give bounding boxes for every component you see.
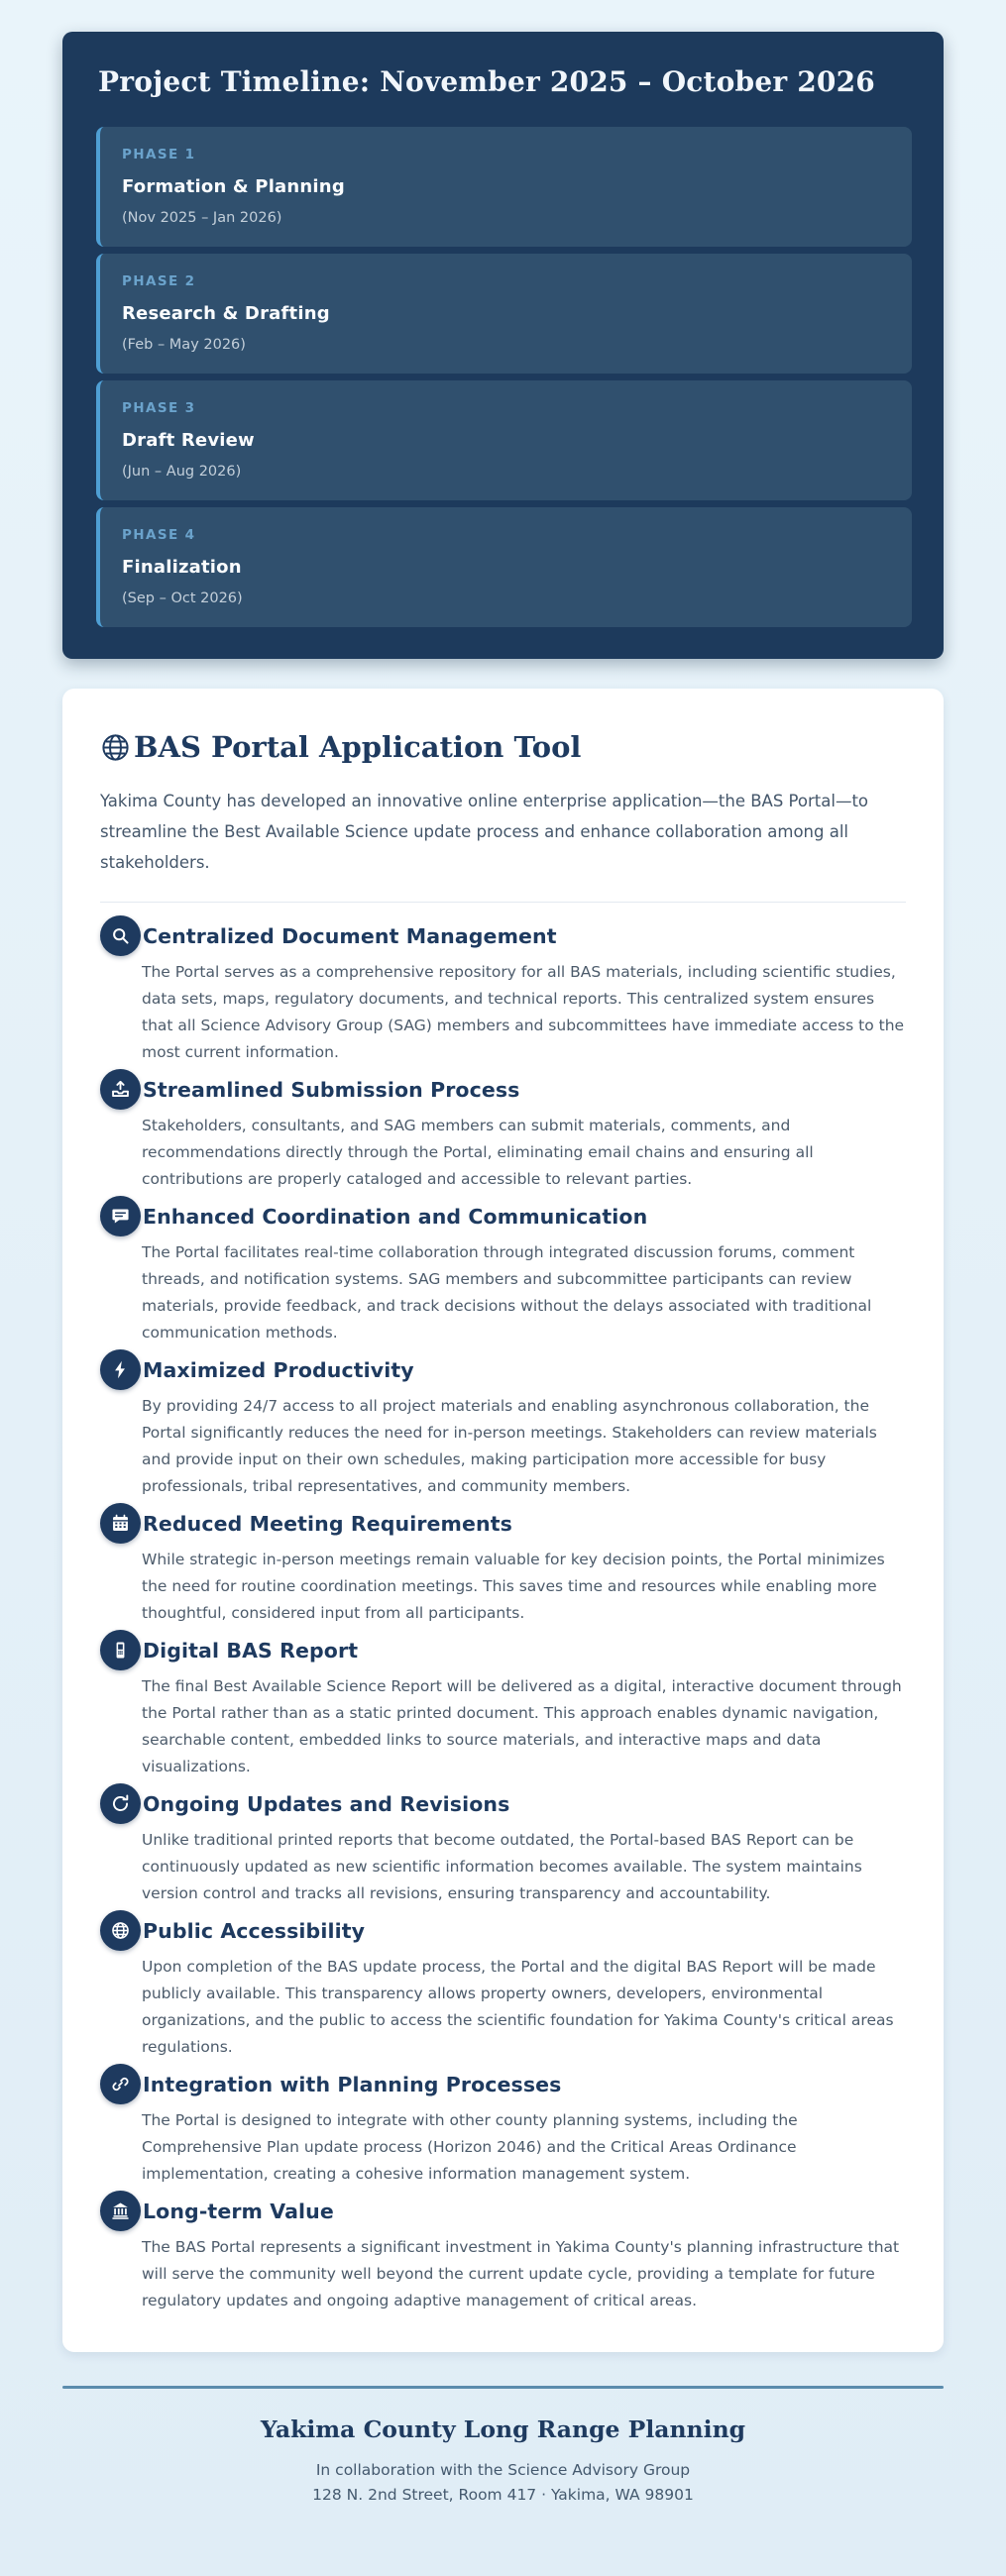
timeline-title: Project Timeline: November 2025 – October 2026: [98, 65, 875, 98]
section-reduced-meeting-requirements: [100, 1503, 906, 1627]
section-head: [100, 1349, 906, 1390]
phase-name: Formation & Planning: [122, 176, 345, 197]
section-head: [100, 1503, 906, 1544]
phase-card-2: [96, 254, 912, 374]
section-title: Centralized Document Management: [143, 923, 557, 948]
section-head: [100, 1196, 906, 1236]
section-body: The Portal serves as a comprehensive repository for all BAS materials, including scientific studies, data sets, maps, regulatory documents, and technical reports. This centralized system ensures that all Science Advisory Group (SAG) members and subcommittees have immediate access to the most current information.: [142, 963, 905, 1061]
section-title: Public Accessibility: [143, 1918, 366, 1943]
section-title: Digital BAS Report: [143, 1638, 359, 1663]
timeline-card: [62, 32, 944, 659]
section-title: Ongoing Updates and Revisions: [143, 1791, 510, 1816]
section-head: [100, 1630, 906, 1670]
portal-title-row: [100, 728, 906, 766]
phase-label: PHASE 4: [122, 527, 196, 543]
phase-label: PHASE 2: [122, 273, 196, 289]
section-maximized-productivity: [100, 1349, 906, 1500]
section-streamlined-submission-process: [100, 1069, 906, 1193]
footer: [62, 2386, 944, 2508]
footer-divider: [62, 2386, 944, 2389]
phase-name: Research & Drafting: [122, 303, 330, 324]
section-long-term-value: [100, 2191, 906, 2314]
mobile-phone-icon: [100, 1630, 141, 1670]
phase-card-4: [96, 507, 912, 627]
section-digital-bas-report: [100, 1630, 906, 1780]
section-body: While strategic in-person meetings remain valuable for key decision points, the Portal minimizes the need for routine coordination meetings. This saves time and resources while enabling more thoughtful, considered input from all participants.: [142, 1551, 885, 1622]
section-title: Streamlined Submission Process: [143, 1077, 520, 1102]
section-title: Long-term Value: [143, 2199, 334, 2223]
bank-icon: [100, 2191, 141, 2231]
refresh-icon: [100, 1783, 141, 1824]
phase-list: [96, 127, 912, 627]
phase-card-3: [96, 380, 912, 500]
section-integration-planning: [100, 2064, 906, 2188]
section-title: Integration with Planning Processes: [143, 2072, 562, 2096]
speech-bubble-icon: [100, 1196, 141, 1236]
phase-dates: (Sep – Oct 2026): [122, 590, 243, 606]
section-head: [100, 1069, 906, 1110]
section-divider: [100, 902, 906, 903]
section-body: By providing 24/7 access to all project materials and enabling asynchronous collaboration, the Portal significantly reduces the need for in-person meetings. Stakeholders can review materials and provide input on their own schedules, making participation more accessible for busy professionals, tribal representatives, and community members.: [142, 1397, 877, 1495]
upload-tray-icon: [100, 1069, 141, 1110]
section-body: The Portal facilitates real-time collaboration through integrated discussion forums, comment threads, and notification systems. SAG members and subcommittee participants can review materials, provide feedback, and track decisions without the delays associated with traditional communication methods.: [142, 1243, 872, 1342]
globe-icon: [100, 732, 131, 763]
phase-card-1: [96, 127, 912, 247]
section-head: [100, 915, 906, 956]
section-public-accessibility: [100, 1910, 906, 2061]
section-body: The final Best Available Science Report will be delivered as a digital, interactive document through the Portal rather than as a static printed document. This approach enables dynamic navigation, searchable content, embedded links to source materials, and interactive maps and data visualizations.: [142, 1677, 902, 1775]
phase-name: Draft Review: [122, 430, 255, 451]
section-centralized-document-management: [100, 915, 906, 1066]
phase-dates: (Jun – Aug 2026): [122, 464, 242, 480]
section-enhanced-coordination: [100, 1196, 906, 1346]
portal-intro: Yakima County has developed an innovative online enterprise application—the BAS Portal—to streamline the Best Available Science update process and enhance collaboration among all stakeholders.: [100, 792, 869, 872]
calendar-icon: [100, 1503, 141, 1544]
section-head: [100, 2064, 906, 2104]
section-ongoing-updates: [100, 1783, 906, 1907]
section-head: [100, 1910, 906, 1951]
phase-name: Finalization: [122, 557, 242, 578]
phase-label: PHASE 1: [122, 147, 196, 162]
phase-label: PHASE 3: [122, 400, 196, 416]
section-body: The BAS Portal represents a significant investment in Yakima County's planning infrastructure that will serve the community well beyond the current update cycle, providing a template for future regulatory updates and ongoing adaptive management of critical areas.: [142, 2238, 900, 2309]
footer-title: Yakima County Long Range Planning: [260, 2415, 746, 2443]
section-title: Maximized Productivity: [143, 1357, 414, 1382]
globe-icon: [100, 1910, 141, 1951]
phase-dates: (Feb – May 2026): [122, 337, 246, 353]
section-body: The Portal is designed to integrate with other county planning systems, including the Comprehensive Plan update process (Horizon 2046) and the Critical Areas Ordinance implementation, creating a cohesive information management system.: [142, 2111, 798, 2183]
section-body: Upon completion of the BAS update process, the Portal and the digital BAS Report will be made publicly available. This transparency allows property owners, developers, environmental organizations, and the public to access the scientific foundation for Yakima County's critical areas regulations.: [142, 1958, 894, 2056]
phase-dates: (Nov 2025 – Jan 2026): [122, 210, 282, 226]
section-head: [100, 1783, 906, 1824]
search-icon: [100, 915, 141, 956]
section-head: [100, 2191, 906, 2231]
section-title: Reduced Meeting Requirements: [143, 1511, 512, 1536]
section-body: Unlike traditional printed reports that become outdated, the Portal-based BAS Report can be continuously updated as new scientific information becomes available. The system maintains version control and tracks all revisions, ensuring transparency and accountability.: [142, 1831, 862, 1902]
lightning-icon: [100, 1349, 141, 1390]
section-body: Stakeholders, consultants, and SAG members can submit materials, comments, and recommendations directly through the Portal, eliminating email chains and ensuring all contributions are properly cataloged and accessible to relevant parties.: [142, 1117, 814, 1188]
footer-address-line: 128 N. 2nd Street, Room 417 · Yakima, WA 98901: [312, 2486, 694, 2504]
portal-card: [62, 689, 944, 2352]
section-title: Enhanced Coordination and Communication: [143, 1204, 648, 1229]
portal-title: BAS Portal Application Tool: [134, 730, 582, 764]
footer-collaboration-line: In collaboration with the Science Advisory Group: [315, 2461, 691, 2479]
link-icon: [100, 2064, 141, 2104]
